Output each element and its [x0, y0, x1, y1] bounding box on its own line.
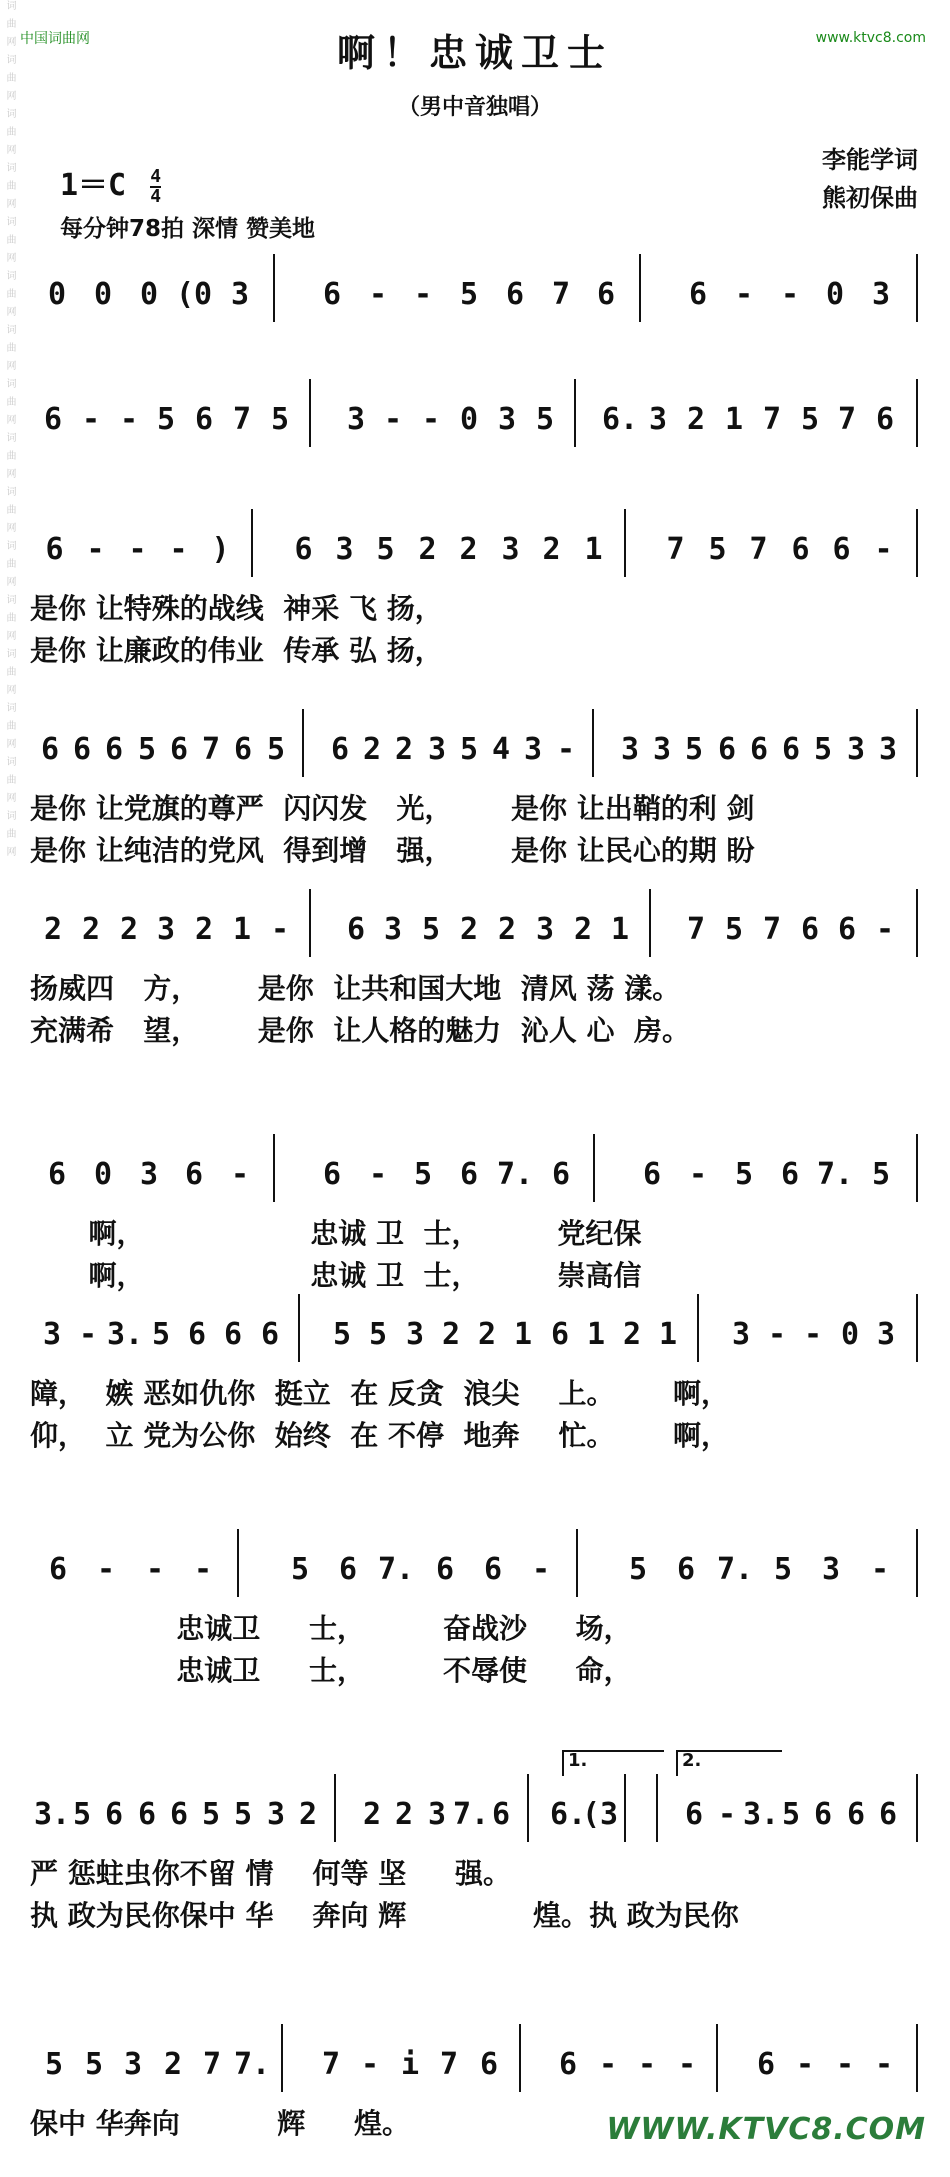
barline: [649, 889, 651, 957]
notes-line: [30, 725, 920, 775]
notes-line: [30, 1790, 920, 1840]
note: 4: [491, 732, 511, 767]
lyric-line: 执 政为民你保中 华 奔向 辉 煌。执 政为民你: [30, 1899, 739, 1932]
note: 7: [321, 2047, 341, 2082]
note: 6: [550, 1317, 570, 1352]
barline-end: [916, 254, 918, 322]
note: 2: [394, 732, 414, 767]
tempo-marking: 每分钟78拍 深情 赞美地: [60, 216, 316, 242]
lyric-line: 啊， 忠诚 卫 士， 崇高信: [30, 1259, 642, 1292]
note: 6: [875, 402, 895, 437]
note: 6: [194, 402, 214, 437]
note: 7.: [377, 1552, 415, 1587]
note: 5: [871, 1157, 891, 1192]
note: -: [86, 532, 105, 567]
barline-end: [916, 889, 918, 957]
note: 5: [773, 1552, 793, 1587]
note: 6: [104, 1797, 124, 1832]
note: 2: [686, 402, 706, 437]
note: 5: [628, 1552, 648, 1587]
barline: [656, 1774, 658, 1842]
note: 3: [731, 1317, 751, 1352]
note: 2: [194, 912, 214, 947]
note: 7.: [233, 2047, 271, 2082]
note: 6: [505, 277, 525, 312]
note: 6: [47, 1157, 67, 1192]
note: 0: [459, 402, 479, 437]
note: 6: [435, 1552, 455, 1587]
note: -: [78, 1317, 98, 1352]
note: 0: [840, 1317, 860, 1352]
note: -: [734, 277, 754, 312]
note: -: [128, 532, 147, 567]
note: 2: [459, 912, 479, 947]
note: 6: [48, 1552, 68, 1587]
note: 5: [813, 732, 833, 767]
note: 1: [724, 402, 744, 437]
note: 6: [169, 732, 189, 767]
note: 3: [648, 402, 668, 437]
note: 5: [332, 1317, 352, 1352]
volta-second: 2.: [676, 1750, 782, 1776]
note: 6: [791, 532, 810, 567]
note: 5: [290, 1552, 310, 1587]
lyric-line: 严 惩蛀虫你不留 情 何等 坚 强。: [30, 1857, 511, 1890]
note: 5: [233, 1797, 253, 1832]
note: 7: [551, 277, 571, 312]
notes-line: [30, 1545, 920, 1595]
note: 5: [368, 1317, 388, 1352]
note: -: [96, 1552, 116, 1587]
note: 6: [233, 732, 253, 767]
note: 2: [394, 1797, 414, 1832]
note: 5: [724, 912, 744, 947]
note: 3: [346, 402, 366, 437]
note: 6: [749, 732, 769, 767]
volta-first: 1.: [562, 1750, 664, 1776]
note: 2: [81, 912, 101, 947]
note: 5: [44, 2047, 64, 2082]
note: -: [270, 912, 290, 947]
barline: [281, 2024, 283, 2092]
notes-line: [30, 270, 920, 320]
note: -: [368, 1157, 388, 1192]
note: 6: [551, 1157, 571, 1192]
note: 5: [535, 402, 555, 437]
note: -: [717, 1797, 737, 1832]
note: 2: [43, 912, 63, 947]
note: 3: [266, 1797, 286, 1832]
note: 1: [610, 912, 630, 947]
lyric-line: 忠诚卫 士， 不辱使 命，: [30, 1654, 632, 1687]
composer-credit: 熊初保曲: [822, 184, 918, 212]
note: 7.: [496, 1157, 534, 1192]
note: 7.: [716, 1552, 754, 1587]
song-subtitle: （男中音独唱）: [397, 94, 552, 120]
note: 1: [658, 1317, 678, 1352]
note: 6.: [550, 1797, 587, 1832]
note: -: [803, 1317, 823, 1352]
lyric-line: 仰， 立 党为公你 始终 在 不停 地奔 忙。 啊，: [30, 1419, 729, 1452]
note: 3: [427, 732, 447, 767]
note: 6: [260, 1317, 280, 1352]
barline: [639, 254, 641, 322]
note: 6: [642, 1157, 662, 1192]
note: 1: [586, 1317, 606, 1352]
note: (0: [175, 277, 213, 312]
note: 5: [684, 732, 704, 767]
note: 0: [93, 277, 113, 312]
site-watermark-left: 中国词曲网: [20, 31, 90, 47]
time-top: 4: [150, 165, 162, 187]
note: 3: [497, 402, 517, 437]
note: 2: [418, 532, 437, 567]
barline-end: [916, 379, 918, 447]
barline: [527, 1774, 529, 1842]
note: 6: [800, 912, 820, 947]
note: 3: [123, 2047, 143, 2082]
note: 7: [666, 532, 685, 567]
note: -: [383, 402, 403, 437]
note: 3: [383, 912, 403, 947]
note: 6: [688, 277, 708, 312]
note: -: [81, 402, 101, 437]
note: 6: [330, 732, 350, 767]
note: 2: [622, 1317, 642, 1352]
barline: [624, 509, 626, 577]
barline: [697, 1294, 699, 1362]
note: 3.: [743, 1797, 780, 1832]
key-label: 1＝C: [60, 168, 127, 203]
barline: [309, 889, 311, 957]
note: -: [780, 277, 800, 312]
note: -: [556, 732, 576, 767]
note: 6: [459, 1157, 479, 1192]
note: 5: [421, 912, 441, 947]
barline: [592, 709, 594, 777]
note: 6: [781, 732, 801, 767]
song-title: 啊！忠诚卫士: [336, 30, 613, 75]
note: 6: [223, 1317, 243, 1352]
note: 3: [876, 1317, 896, 1352]
note: 5: [459, 277, 479, 312]
note: 6: [187, 1317, 207, 1352]
note: 6: [756, 2047, 776, 2082]
notes-line: [30, 395, 920, 445]
barline: [302, 709, 304, 777]
note: 6: [878, 1797, 898, 1832]
note: -: [870, 1552, 890, 1587]
lyric-line: 是你 让特殊的战线 神采 飞 扬，: [30, 592, 443, 625]
note: 6: [137, 1797, 157, 1832]
note: 6: [322, 1157, 342, 1192]
note: 5: [413, 1157, 433, 1192]
note: 0: [825, 277, 845, 312]
note: 7.: [453, 1797, 490, 1832]
note: 7: [837, 402, 857, 437]
note: -: [767, 1317, 787, 1352]
note: i: [400, 2047, 420, 2082]
note: 6: [294, 532, 313, 567]
note: 5: [800, 402, 820, 437]
note: 1: [584, 532, 603, 567]
note: 6: [45, 532, 64, 567]
note: 5: [156, 402, 176, 437]
time-bottom: 4: [150, 185, 162, 207]
note: 2: [459, 532, 478, 567]
note: 3: [427, 1797, 447, 1832]
note: 5: [781, 1797, 801, 1832]
barline: [574, 379, 576, 447]
barline: [273, 1134, 275, 1202]
note: -: [598, 2047, 618, 2082]
note: 0: [93, 1157, 113, 1192]
note: 6: [322, 277, 342, 312]
note: 3: [535, 912, 555, 947]
note: 3: [230, 277, 250, 312]
note: 6: [479, 2047, 499, 2082]
note: 6: [72, 732, 92, 767]
note: 6: [780, 1157, 800, 1192]
note: 6: [846, 1797, 866, 1832]
note: -: [421, 402, 441, 437]
note: -: [119, 402, 139, 437]
note: (3: [582, 1797, 619, 1832]
notes-line: [30, 905, 920, 955]
lyric-line: 障， 嫉 恶如仇你 挺立 在 反贪 浪尖 上。 啊，: [30, 1377, 729, 1410]
note: -: [230, 1157, 250, 1192]
note: -: [688, 1157, 708, 1192]
note: 6.: [601, 402, 639, 437]
lyric-line: 是你 让纯洁的党风 得到增 强， 是你 让民心的期 盼: [30, 834, 755, 867]
note: ): [211, 532, 230, 567]
note: -: [169, 532, 188, 567]
note: 7.: [816, 1157, 854, 1192]
barline-end: [916, 1294, 918, 1362]
note: 6: [346, 912, 366, 947]
note: 6: [169, 1797, 189, 1832]
lyric-line: 充满希 望， 是你 让人格的魅力 沁人 心 房。: [30, 1014, 690, 1047]
barline: [624, 1774, 626, 1842]
note: 7: [201, 732, 221, 767]
note: 2: [362, 732, 382, 767]
note: 6: [717, 732, 737, 767]
note: 3: [620, 732, 640, 767]
note: 7: [762, 912, 782, 947]
note: 6: [338, 1552, 358, 1587]
barline: [593, 1134, 595, 1202]
note: 5: [151, 1317, 171, 1352]
note: -: [637, 2047, 657, 2082]
barline: [519, 2024, 521, 2092]
note: 6: [676, 1552, 696, 1587]
note: 2: [573, 912, 593, 947]
barline: [251, 509, 253, 577]
note: 3: [405, 1317, 425, 1352]
note: 3: [846, 732, 866, 767]
barline: [237, 1529, 239, 1597]
note: -: [875, 912, 895, 947]
side-watermark: 词曲网词曲网词曲网词曲网词曲网词曲网词曲网词曲网词曲网词曲网词曲网词曲网词曲网词曲网词曲网词曲网: [4, 0, 15, 864]
note: 7: [232, 402, 252, 437]
barline: [716, 2024, 718, 2092]
note: 3: [139, 1157, 159, 1192]
lyric-line: 忠诚卫 士， 奋战沙 场，: [30, 1612, 632, 1645]
note: 6: [483, 1552, 503, 1587]
note: -: [835, 2047, 855, 2082]
note: 2: [362, 1797, 382, 1832]
barline-end: [916, 509, 918, 577]
note: 3: [335, 532, 354, 567]
note: 6: [558, 2047, 578, 2082]
note: 5: [734, 1157, 754, 1192]
barline: [298, 1294, 300, 1362]
note: 3: [878, 732, 898, 767]
note: 6: [596, 277, 616, 312]
notes-line: [30, 2040, 920, 2090]
note: 3: [871, 277, 891, 312]
note: 7: [439, 2047, 459, 2082]
note: 2: [477, 1317, 497, 1352]
note: 7: [202, 2047, 222, 2082]
note: 2: [163, 2047, 183, 2082]
notes-line: [30, 1150, 920, 1200]
time-signature: [150, 165, 162, 207]
note: 3: [156, 912, 176, 947]
note: 6: [184, 1157, 204, 1192]
note: 1: [232, 912, 252, 947]
barline-end: [916, 1774, 918, 1842]
note: -: [677, 2047, 697, 2082]
note: 7: [762, 402, 782, 437]
note: 5: [376, 532, 395, 567]
barline: [273, 254, 275, 322]
note: 6: [684, 1797, 704, 1832]
barline-end: [916, 1529, 918, 1597]
note: 6: [491, 1797, 511, 1832]
note: 3: [42, 1317, 62, 1352]
note: 5: [137, 732, 157, 767]
barline-end: [916, 2024, 918, 2092]
note: 5: [201, 1797, 221, 1832]
note: 3: [501, 532, 520, 567]
note: 3: [523, 732, 543, 767]
note: 3.: [107, 1317, 144, 1352]
note: -: [874, 532, 893, 567]
note: 0: [47, 277, 67, 312]
note: 2: [298, 1797, 318, 1832]
notes-line: [30, 1310, 920, 1360]
site-watermark-right: www.ktvc8.com: [815, 30, 926, 46]
note: 2: [441, 1317, 461, 1352]
note: 6: [43, 402, 63, 437]
note: 5: [270, 402, 290, 437]
lyric-line: 是你 让廉政的伟业 传承 弘 扬，: [30, 634, 443, 667]
note: 5: [84, 2047, 104, 2082]
note: 6: [104, 732, 124, 767]
barline-end: [916, 709, 918, 777]
note: -: [360, 2047, 380, 2082]
barline: [334, 1774, 336, 1842]
lyricist-credit: 李能学词: [822, 146, 918, 174]
note: 1: [513, 1317, 533, 1352]
note: -: [531, 1552, 551, 1587]
key-signature: [60, 160, 161, 206]
note: 6: [832, 532, 851, 567]
note: -: [145, 1552, 165, 1587]
note: -: [368, 277, 388, 312]
note: 3.: [34, 1797, 71, 1832]
note: 7: [686, 912, 706, 947]
note: -: [795, 2047, 815, 2082]
lyric-line: 扬威四 方， 是你 让共和国大地 清风 荡 漾。: [30, 972, 681, 1005]
note: 3: [652, 732, 672, 767]
note: 2: [497, 912, 517, 947]
note: 5: [266, 732, 286, 767]
note: -: [193, 1552, 213, 1587]
note: 2: [542, 532, 561, 567]
note: 0: [139, 277, 159, 312]
note: 5: [72, 1797, 92, 1832]
lyric-line: 啊， 忠诚 卫 士， 党纪保: [30, 1217, 642, 1250]
barline: [576, 1529, 578, 1597]
note: 6: [837, 912, 857, 947]
barline: [309, 379, 311, 447]
note: 6: [40, 732, 60, 767]
barline-end: [916, 1134, 918, 1202]
note: 2: [119, 912, 139, 947]
note: 3: [821, 1552, 841, 1587]
note: -: [874, 2047, 894, 2082]
lyric-line: 保中 华奔向 辉 煌。: [30, 2107, 410, 2140]
note: 5: [459, 732, 479, 767]
note: 7: [749, 532, 768, 567]
note: 6: [813, 1797, 833, 1832]
notes-line: [30, 525, 920, 575]
footer-logo: WWW.KTVC8.COM: [606, 2112, 926, 2147]
note: -: [413, 277, 433, 312]
note: 5: [708, 532, 727, 567]
lyric-line: 是你 让党旗的尊严 闪闪发 光， 是你 让出鞘的利 剑: [30, 792, 755, 825]
